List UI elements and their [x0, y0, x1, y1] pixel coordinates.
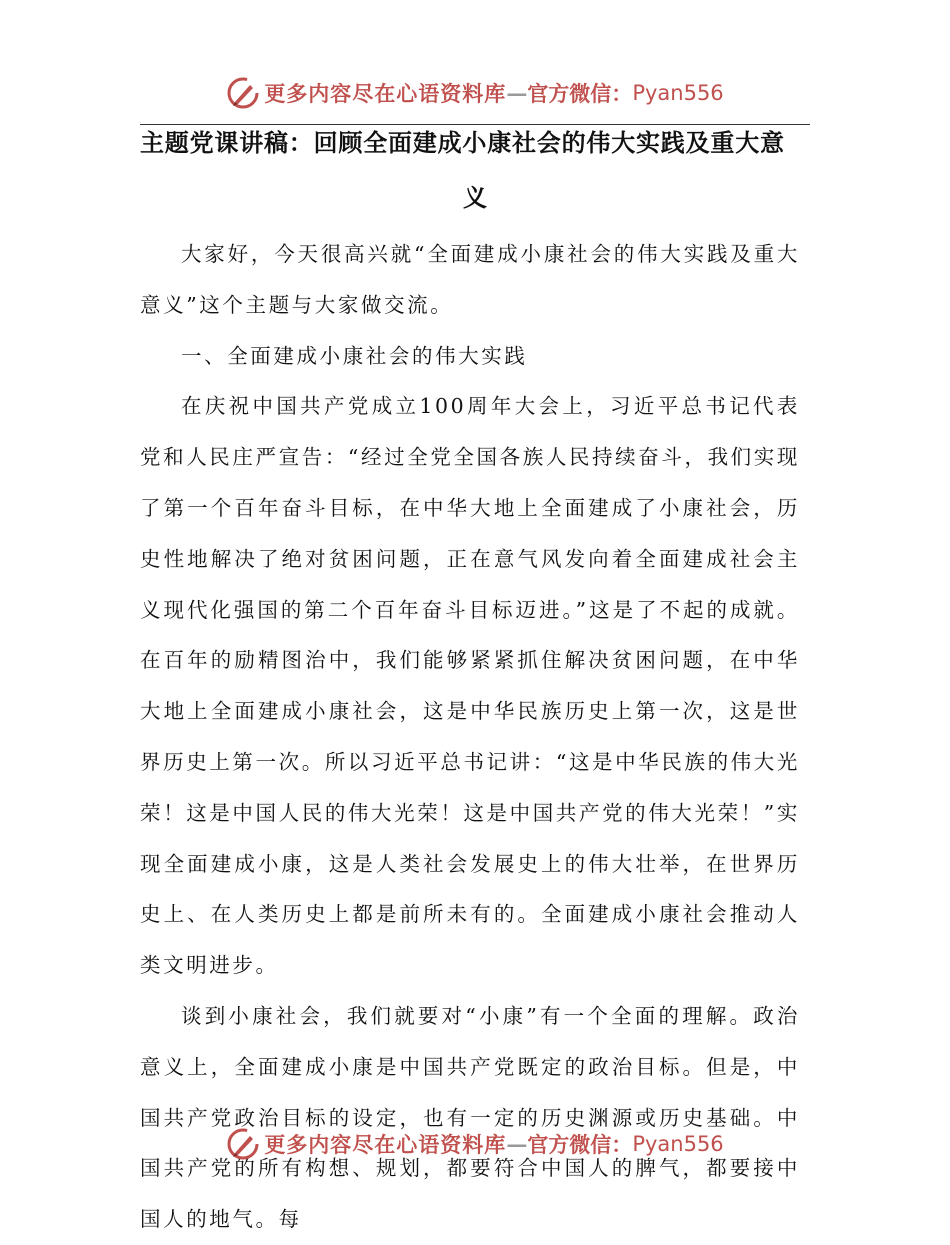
watermark-separator: —: [506, 80, 528, 106]
watermark-wechat-id: Pyan556: [632, 81, 724, 105]
header-watermark: [0, 76, 950, 110]
document-body: [140, 229, 800, 1245]
pen-logo-icon: [226, 76, 260, 110]
paragraph-greeting: 大家好，今天很高兴就“全面建成小康社会的伟大实践及重大意义”这个主题与大家做交流。: [140, 242, 800, 317]
watermark-text: 更多内容尽在心语资料库: [264, 1132, 507, 1157]
section-heading-1: 一、全面建成小康社会的伟大实践: [181, 343, 528, 368]
watermark-suffix: 官方微信：: [527, 1132, 633, 1157]
watermark-suffix: 官方微信：: [527, 81, 633, 106]
watermark-wechat-id: Pyan556: [632, 1132, 724, 1156]
pen-logo-icon: [226, 1127, 260, 1161]
document-title-line-2: 义: [463, 183, 487, 212]
watermark-separator: —: [506, 1131, 528, 1157]
watermark-text: 更多内容尽在心语资料库: [264, 81, 507, 106]
document-title-line-1: 主题党课讲稿：回顾全面建成小康社会的伟大实践及重大意: [140, 128, 785, 157]
paragraph-xiaokang-meaning: 谈到小康社会，我们就要对“小康”有一个全面的理解。政治意义上，全面建成小康是中国共产党既定的政治目标。但是，中国共产党政治目标的设定，也有一定的历史渊源或历史基础。中国共产党的所有构想、规划，都要符合中国人的脾气，都要接中国人的地气。每: [140, 1003, 800, 1232]
footer-watermark: [0, 1127, 950, 1161]
header-divider: [140, 124, 810, 125]
paragraph-declaration: 在庆祝中国共产党成立100周年大会上，习近平总书记代表党和人民庄严宣告：“经过全党全国各族人民持续奋斗，我们实现了第一个百年奋斗目标，在中华大地上全面建成了小康社会，历史性地解决了绝对贫困问题，正在意气风发向着全面建成社会主义现代化强国的第二个百年奋斗目标迈进。”这是了不起的成就。在百年的励精图治中，我们能够紧紧抓住解决贫困问题，在中华大地上全面建成小康社会，这是中华民族历史上第一次，这是世界历史上第一次。所以习近平总书记讲：“这是中华民族的伟大光荣！这是中国人民的伟大光荣！这是中国共产党的伟大光荣！”实现全面建成小康，这是人类社会发展史上的伟大壮举，在世界历史上、在人类历史上都是前所未有的。全面建成小康社会推动人类文明进步。: [140, 394, 800, 978]
